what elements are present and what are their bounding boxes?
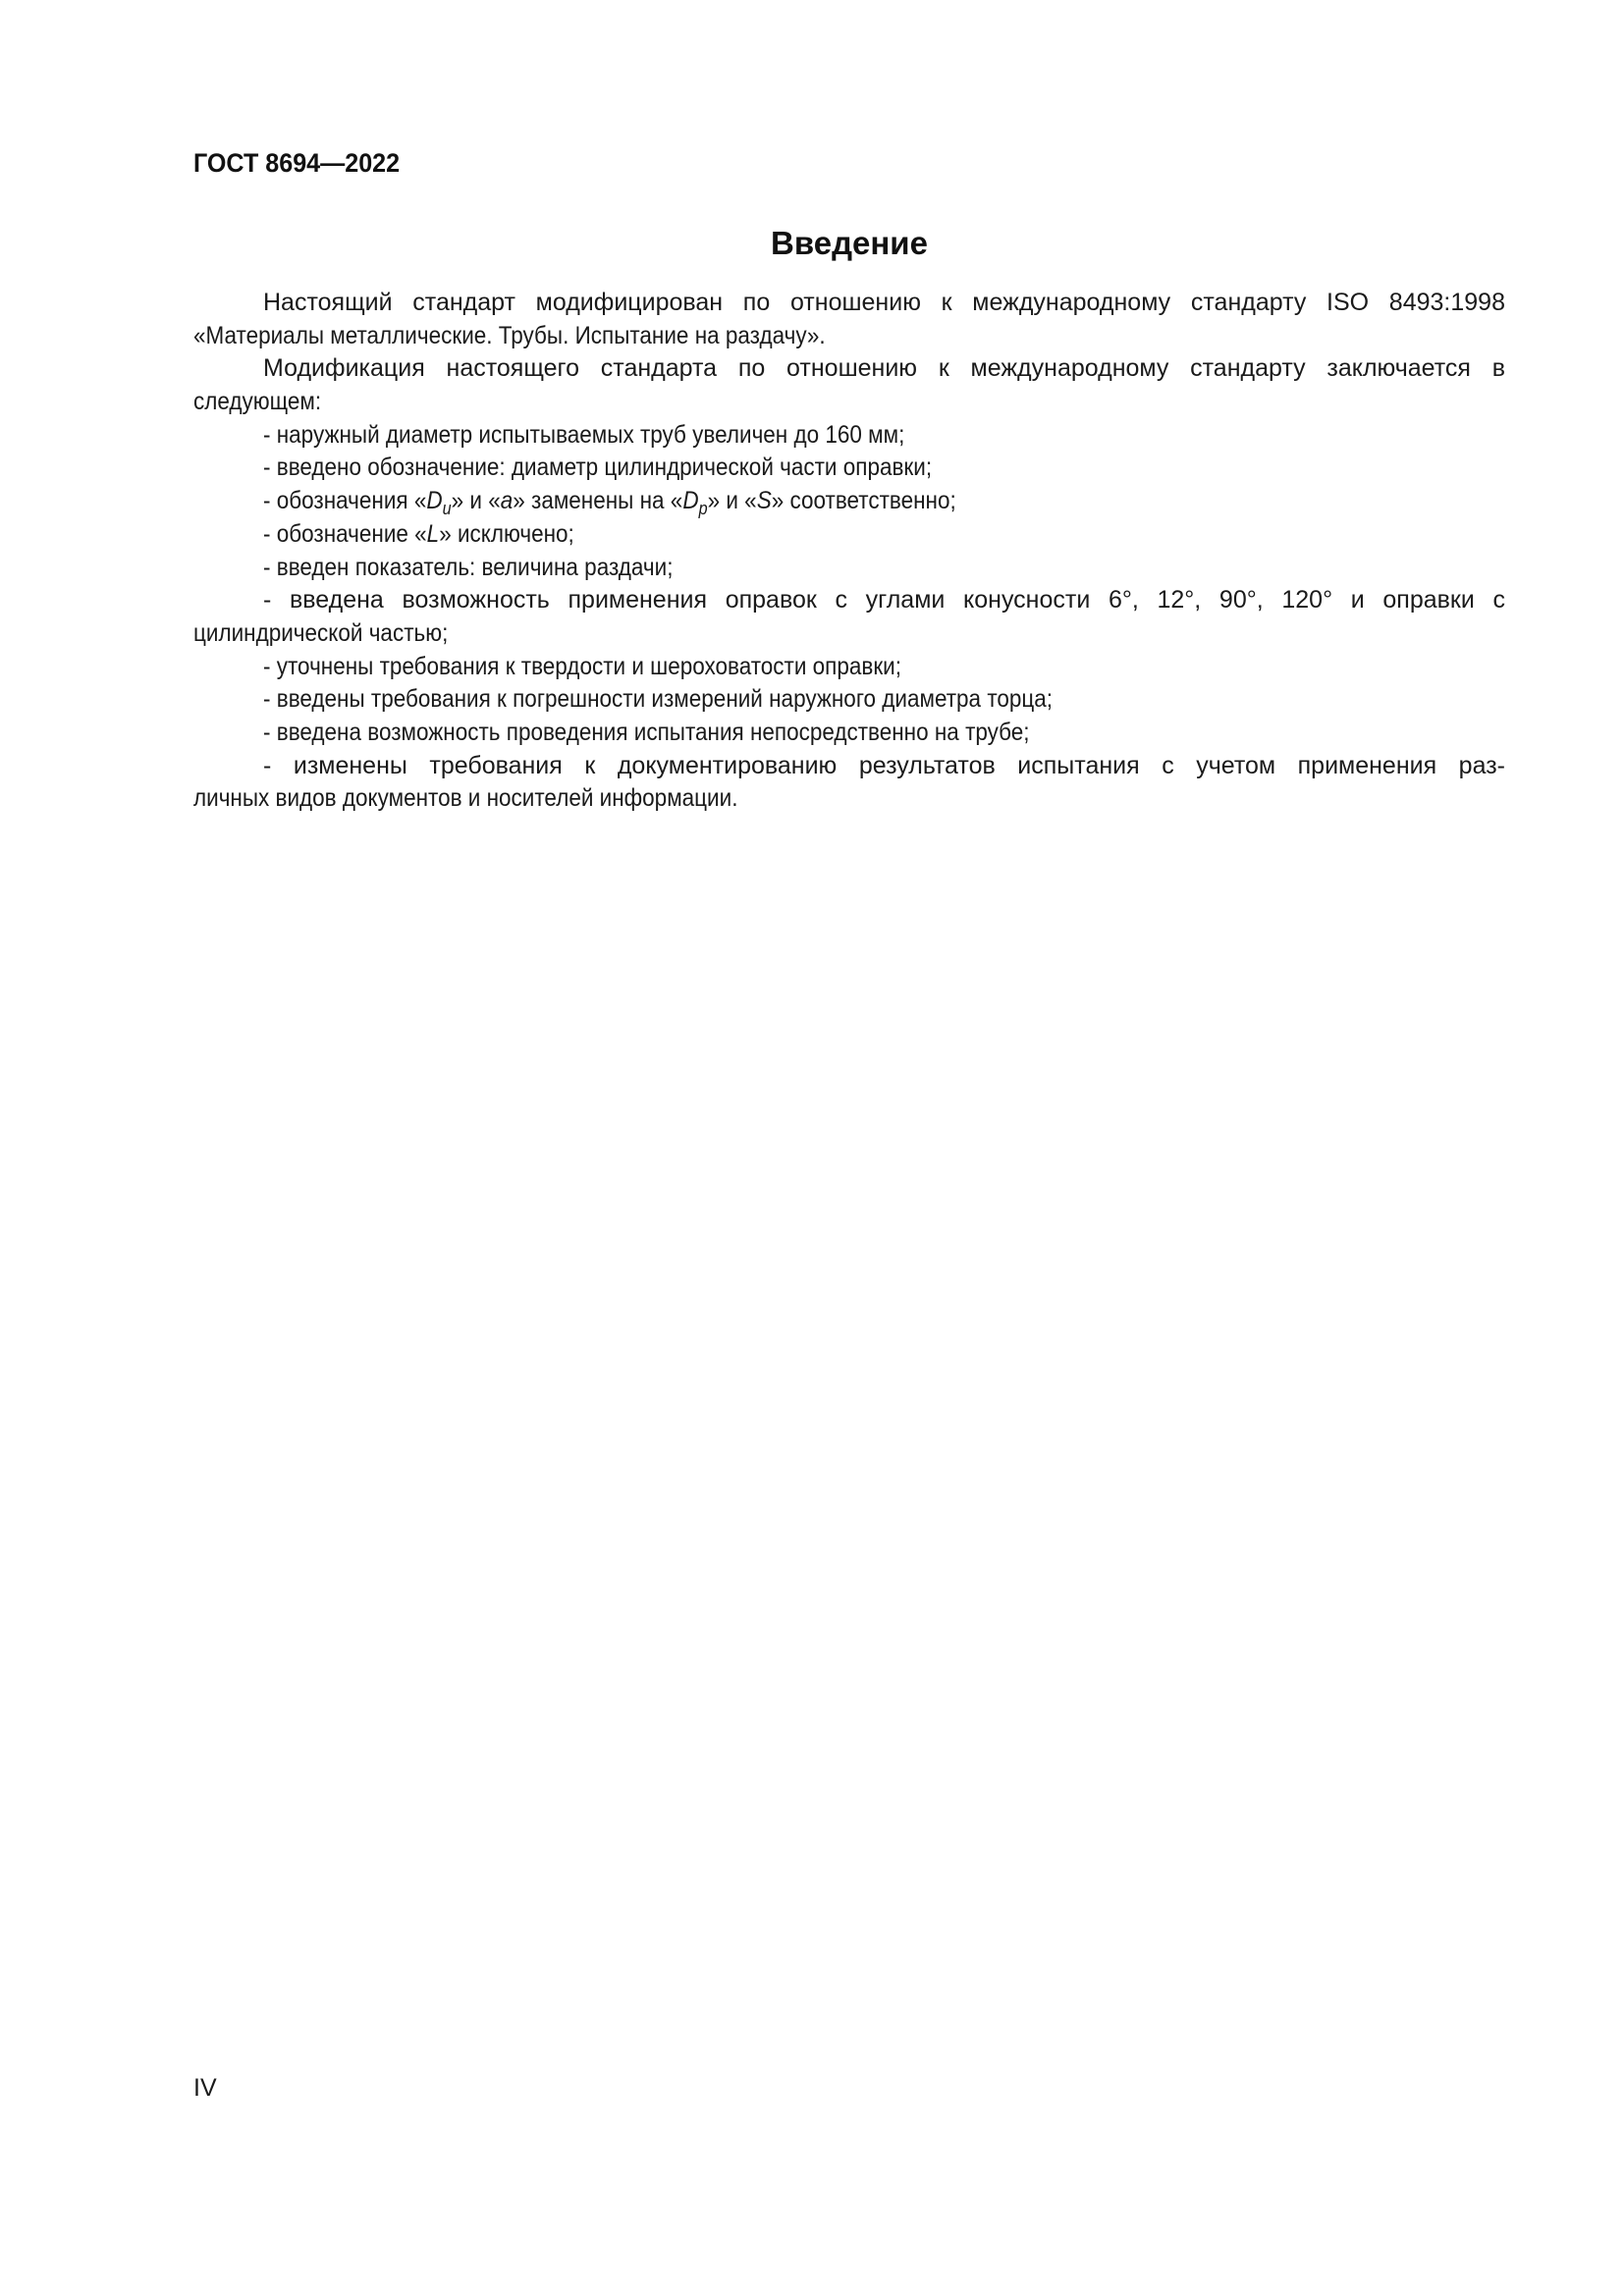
text-line bbox=[193, 320, 1505, 353]
text-segment: - наружный диаметр испытываемых труб увеличен до 160 мм; bbox=[263, 420, 905, 449]
text-line-content bbox=[263, 584, 1505, 617]
text-line bbox=[193, 485, 1505, 518]
text-line-content bbox=[263, 419, 904, 453]
italic-symbol: S bbox=[756, 487, 772, 515]
text-line bbox=[193, 617, 1505, 651]
introduction-body bbox=[193, 287, 1505, 816]
italic-symbol: D bbox=[682, 487, 699, 515]
text-line-content bbox=[263, 651, 901, 684]
text-line-content bbox=[263, 750, 1505, 783]
text-segment: - введена возможность применения оправок с углами конусности 6°, 12°, 90°, 120° и оправки с bbox=[263, 586, 1505, 614]
text-segment: - введена возможность проведения испытания непосредственно на трубе; bbox=[263, 718, 1030, 746]
text-segment: цилиндрической частью; bbox=[193, 618, 449, 647]
italic-symbol: D bbox=[426, 487, 443, 515]
text-line-content bbox=[263, 717, 1030, 750]
text-line-content bbox=[193, 617, 448, 651]
text-line-content bbox=[263, 287, 1505, 320]
text-segment: » заменены на « bbox=[513, 487, 683, 515]
text-segment: следующем: bbox=[193, 388, 322, 416]
text-segment: - введен показатель: величина раздачи; bbox=[263, 553, 674, 581]
text-line bbox=[193, 584, 1505, 617]
text-segment: - обозначения « bbox=[263, 487, 427, 515]
text-line-content bbox=[193, 782, 737, 816]
text-line-content bbox=[263, 485, 956, 518]
text-line-content bbox=[263, 518, 574, 552]
text-line bbox=[193, 419, 1505, 453]
text-line-content bbox=[263, 352, 1505, 386]
text-line bbox=[193, 750, 1505, 783]
text-segment: - обозначение « bbox=[263, 519, 427, 548]
text-segment: - введены требования к погрешности измерений наружного диаметра торца; bbox=[263, 685, 1054, 714]
text-line bbox=[193, 518, 1505, 552]
text-segment: Модификация настоящего стандарта по отношению к международному стандарту заключается в bbox=[263, 354, 1505, 383]
text-line bbox=[193, 386, 1505, 419]
text-segment: - введено обозначение: диаметр цилиндрической части оправки; bbox=[263, 454, 933, 482]
italic-symbol: L bbox=[426, 519, 440, 548]
text-segment: личных видов документов и носителей информации. bbox=[193, 784, 738, 813]
text-line-content bbox=[263, 452, 932, 485]
text-line-content bbox=[263, 683, 1053, 717]
section-title: Введение bbox=[771, 225, 928, 261]
text-line bbox=[193, 452, 1505, 485]
text-line bbox=[193, 287, 1505, 320]
text-line bbox=[193, 552, 1505, 585]
text-segment: - уточнены требования к твердости и шероховатости оправки; bbox=[263, 652, 901, 680]
text-line bbox=[193, 651, 1505, 684]
text-segment: » исключено; bbox=[439, 519, 574, 548]
text-line-content bbox=[263, 552, 673, 585]
text-segment: Настоящий стандарт модифицирован по отношению к международному стандарту ISO 8493:1998 bbox=[263, 289, 1505, 316]
text-line bbox=[193, 683, 1505, 717]
document-code-header: ГОСТ 8694—2022 bbox=[193, 148, 401, 178]
italic-symbol: a bbox=[500, 487, 514, 515]
page-number: IV bbox=[193, 2074, 217, 2102]
text-segment: - изменены требования к документированию результатов испытания с учетом применения раз- bbox=[263, 751, 1505, 779]
subscript: p bbox=[698, 499, 708, 519]
subscript: u bbox=[442, 499, 452, 519]
text-segment: «Материалы металлические. Трубы. Испытание на раздачу». bbox=[193, 321, 826, 349]
text-line bbox=[193, 782, 1505, 816]
text-line bbox=[193, 717, 1505, 750]
text-segment: » и « bbox=[451, 487, 501, 515]
text-line-content bbox=[193, 386, 321, 419]
text-line bbox=[193, 352, 1505, 386]
text-line-content bbox=[193, 320, 826, 353]
text-segment: » и « bbox=[707, 487, 757, 515]
text-segment: » соответственно; bbox=[771, 487, 956, 515]
